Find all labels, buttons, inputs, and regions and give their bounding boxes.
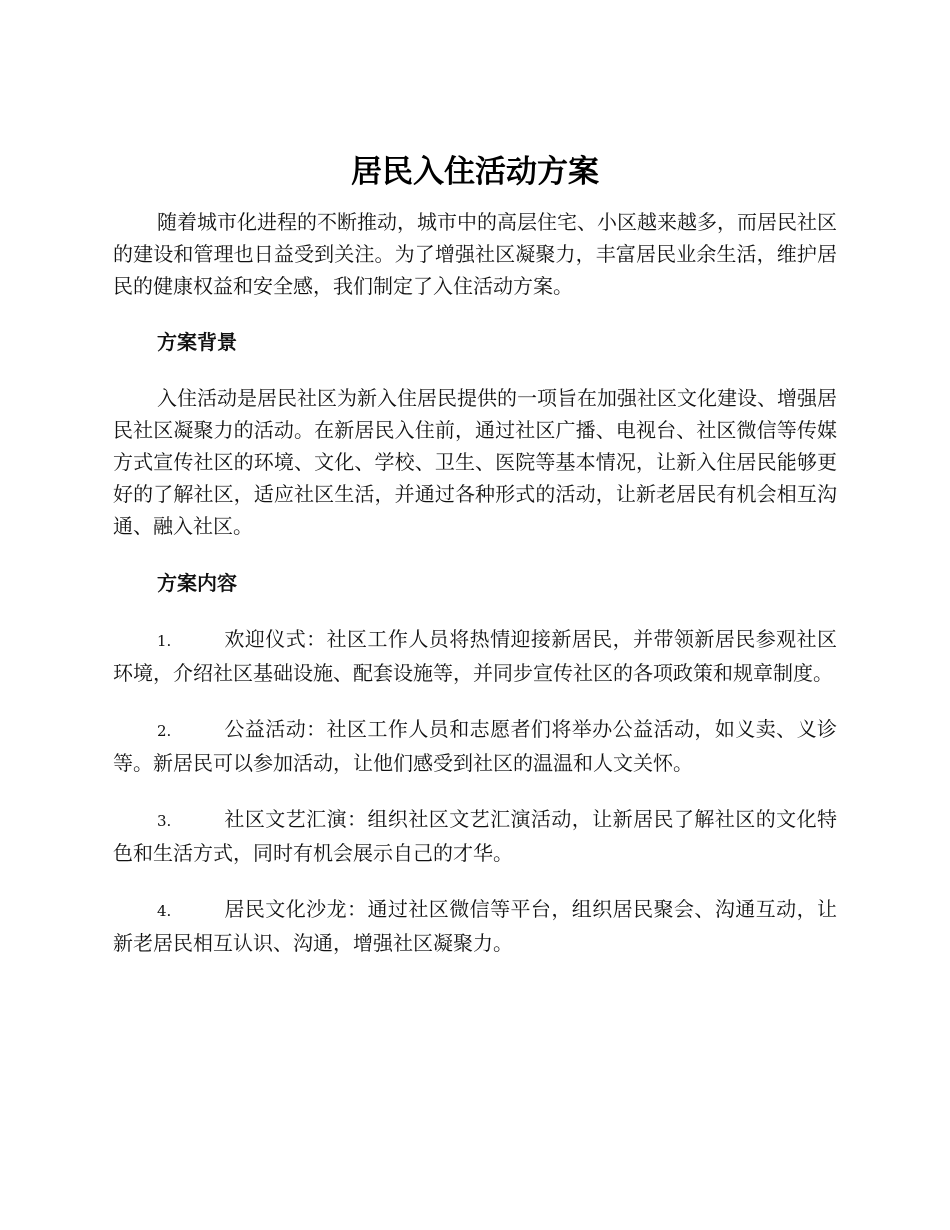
list-item-number: 3. xyxy=(157,812,172,830)
list-item-number: 4. xyxy=(157,902,172,920)
list-item-text: 欢迎仪式：社区工作人员将热情迎接新居民，并带领新居民参观社区环境，介绍社区基础设施、配套设施等，并同步宣传社区的各项政策和规章制度。 xyxy=(113,627,837,685)
list-item xyxy=(113,893,837,959)
list-item xyxy=(113,623,837,689)
document-title: 居民入住活动方案 xyxy=(351,154,599,190)
background-heading: 方案背景 xyxy=(157,330,237,354)
list-item xyxy=(113,803,837,869)
list-item-number: 1. xyxy=(157,632,172,650)
list-item xyxy=(113,713,837,779)
intro-paragraph: 随着城市化进程的不断推动，城市中的高层住宅、小区越来越多，而居民社区的建设和管理也日益受到关注。为了增强社区凝聚力，丰富居民业余生活，维护居民的健康权益和安全感，我们制定了入住活动方案。 xyxy=(113,210,837,298)
content-heading: 方案内容 xyxy=(157,571,237,595)
list-item-text: 居民文化沙龙：通过社区微信等平台，组织居民聚会、沟通互动，让新老居民相互认识、沟通，增强社区凝聚力。 xyxy=(113,897,837,955)
list-item-number: 2. xyxy=(157,722,172,740)
list-item-text: 社区文艺汇演：组织社区文艺汇演活动，让新居民了解社区的文化特色和生活方式，同时有机会展示自己的才华。 xyxy=(113,807,837,865)
list-item-text: 公益活动：社区工作人员和志愿者们将举办公益活动，如义卖、义诊等。新居民可以参加活动，让他们感受到社区的温温和人文关怀。 xyxy=(113,717,837,775)
background-paragraph: 入住活动是居民社区为新入住居民提供的一项旨在加强社区文化建设、增强居民社区凝聚力的活动。在新居民入住前，通过社区广播、电视台、社区微信等传媒方式宣传社区的环境、文化、学校、卫生、医院等基本情况，让新入住居民能够更好的了解社区，适应社区生活，并通过各种形式的活动，让新老居民有机会相互沟通、融入社区。 xyxy=(113,386,837,538)
